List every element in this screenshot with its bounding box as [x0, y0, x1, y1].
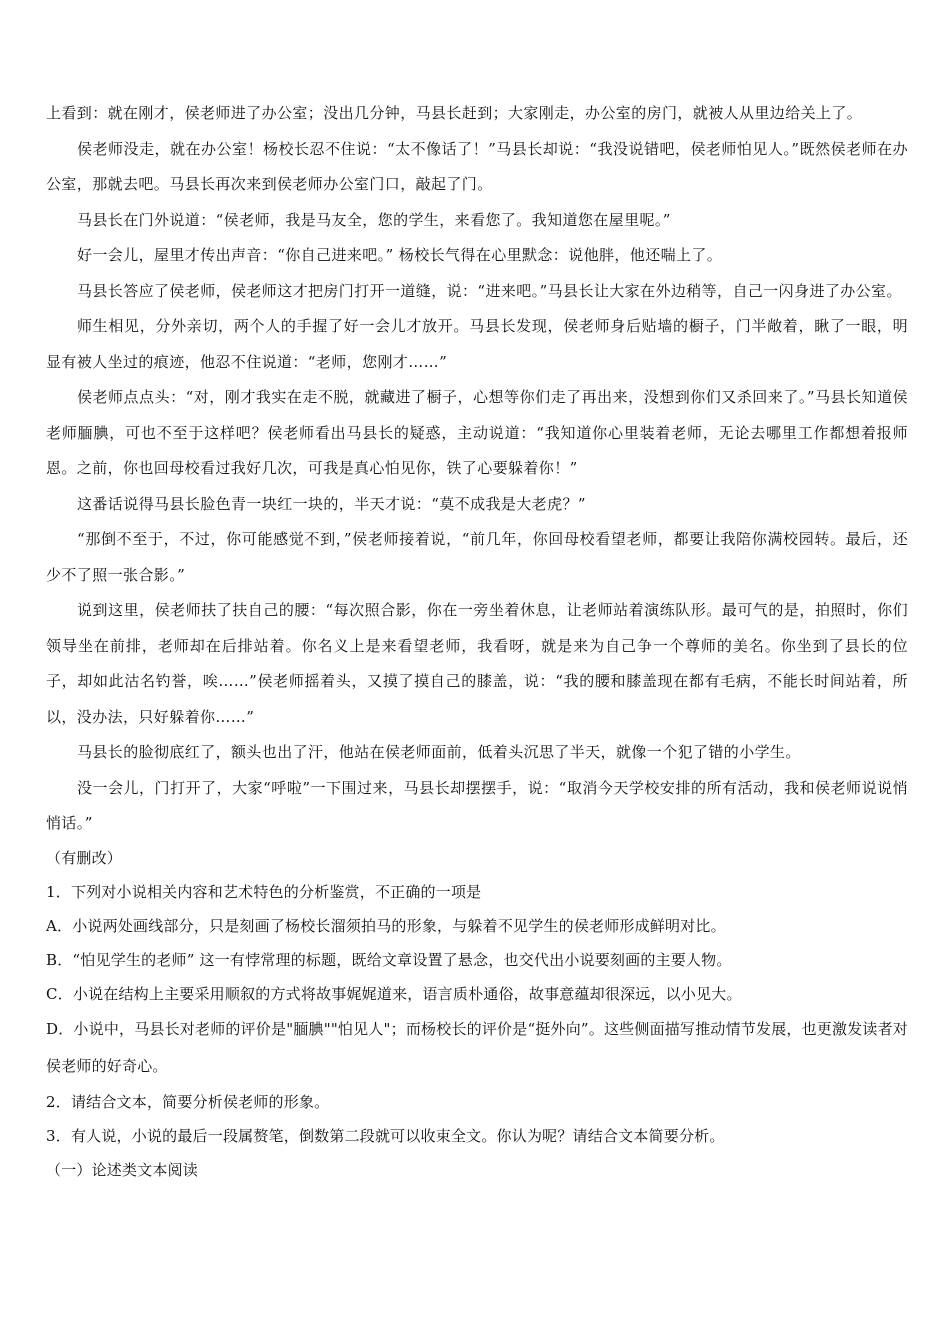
passage-paragraph-9: “那倒不至于，不过，你可能感觉不到，”侯老师接着说，“前几年，你回母校看望老师，都要让我陪你满校园转。最后，还少不了照一张合影。” — [46, 530, 908, 584]
question-1: 1．下列对小说相关内容和艺术特色的分析鉴赏，不正确的一项是 — [46, 882, 482, 901]
passage-paragraph-2: 侯老师没走，就在办公室！杨校长忍不住说：“太不像话了！”马县长却说：“我没说错吧，侯老师怕见人。”既然侯老师在办公室，那就去吧。马县长再次来到侯老师办公室门口，敲起了门。 — [46, 139, 908, 193]
passage-paragraph-10: 说到这里，侯老师扶了扶自己的腰：“每次照合影，你在一旁坐着休息，让老师站着演练队形。最可气的是，拍照时，你们领导坐在前排，老师却在后排站着。你名义上是来看望老师，我看呀，就是来为自己争一个尊师的美名。你坐到了县长的位子，却如此沽名钓誉，唉……”侯老师摇着头，又摸了摸自己的膝盖，说：“我的腰和膝盖现在都有毛病，不能长时间站着，所以，没办法，只好躲着你……” — [46, 601, 908, 726]
passage-paragraph-4: 好一会儿，屋里才传出声音：“你自己进来吧。” 杨校长气得在心里默念：说他胖，他还喘上了。 — [77, 246, 723, 264]
option-d: D．小说中，马县长对老师的评价是"腼腆""怕见人"；而杨校长的评价是“挺外向”。这些侧面描写推动情节发展，也更激发读者对侯老师的好奇心。 — [46, 1019, 908, 1075]
passage-paragraph-7: 侯老师点点头：“对，刚才我实在走不脱，就藏进了橱子，心想等你们走了再出来，没想到你们又杀回来了。”马县长知道侯老师腼腆，可也不至于这样吧？侯老师看出马县长的疑惑，主动说道：“我知道你心里装着老师，无论去哪里工作都想着报师恩。之前，你也回母校看过我好几次，可我是真心怕见你，铁了心要躲着你！” — [46, 388, 908, 477]
passage-paragraph-12: 没一会儿，门打开了，大家“呼啦”一下围过来，马县长却摆摆手，说：“取消今天学校安排的所有活动，我和侯老师说说悄悄话。” — [46, 778, 908, 832]
source-note: （有删改） — [46, 848, 123, 867]
passage-paragraph-3: 马县长在门外说道：“侯老师，我是马友全，您的学生，来看您了。我知道您在屋里呢。” — [77, 210, 671, 229]
passage-paragraph-11: 马县长的脸彻底红了，额头也出了汗，他站在侯老师面前，低着头沉思了半天，就像一个犯了错的小学生。 — [77, 743, 801, 761]
question-2: 2．请结合文本，简要分析侯老师的形象。 — [46, 1092, 330, 1111]
section-heading: （一）论述类文本阅读 — [46, 1160, 199, 1179]
passage-paragraph-8: 这番话说得马县长脸色青一块红一块的，半天才说：“莫不成我是大老虎？” — [77, 494, 586, 513]
option-c: C．小说在结构上主要采用顺叙的方式将故事娓娓道来，语言质朴通俗，故事意蕴却很深远，以小见大。 — [46, 984, 742, 1003]
passage-paragraph-6: 师生相见，分外亲切，两个人的手握了好一会儿才放开。马县长发现，侯老师身后贴墙的橱子，门半敞着，瞅了一眼，明显有被人坐过的痕迹，他忍不住说道：“老师，您刚才……” — [46, 317, 908, 371]
option-a: A．小说两处画线部分，只是刻画了杨校长溜须拍马的形象，与躲着不见学生的侯老师形成鲜明对比。 — [46, 916, 726, 935]
option-b: B．“怕见学生的老师” 这一有悖常理的标题，既给文章设置了悬念，也交代出小说要刻画的主要人物。 — [46, 950, 732, 969]
question-3: 3．有人说，小说的最后一段属赘笔，倒数第二段就可以收束全文。你认为呢？请结合文本简要分析。 — [46, 1126, 725, 1145]
passage — [46, 96, 908, 875]
questions — [46, 875, 908, 1153]
passage-paragraph-5: 马县长答应了侯老师，侯老师这才把房门打开一道缝，说：“进来吧。”马县长让大家在外边稍等，自己一闪身进了办公室。 — [77, 281, 902, 300]
passage-paragraph-1: 上看到：就在刚才，侯老师进了办公室；没出几分钟，马县长赶到；大家刚走，办公室的房门，就被人从里边给关上了。 — [46, 104, 863, 122]
document-page — [46, 96, 908, 1187]
